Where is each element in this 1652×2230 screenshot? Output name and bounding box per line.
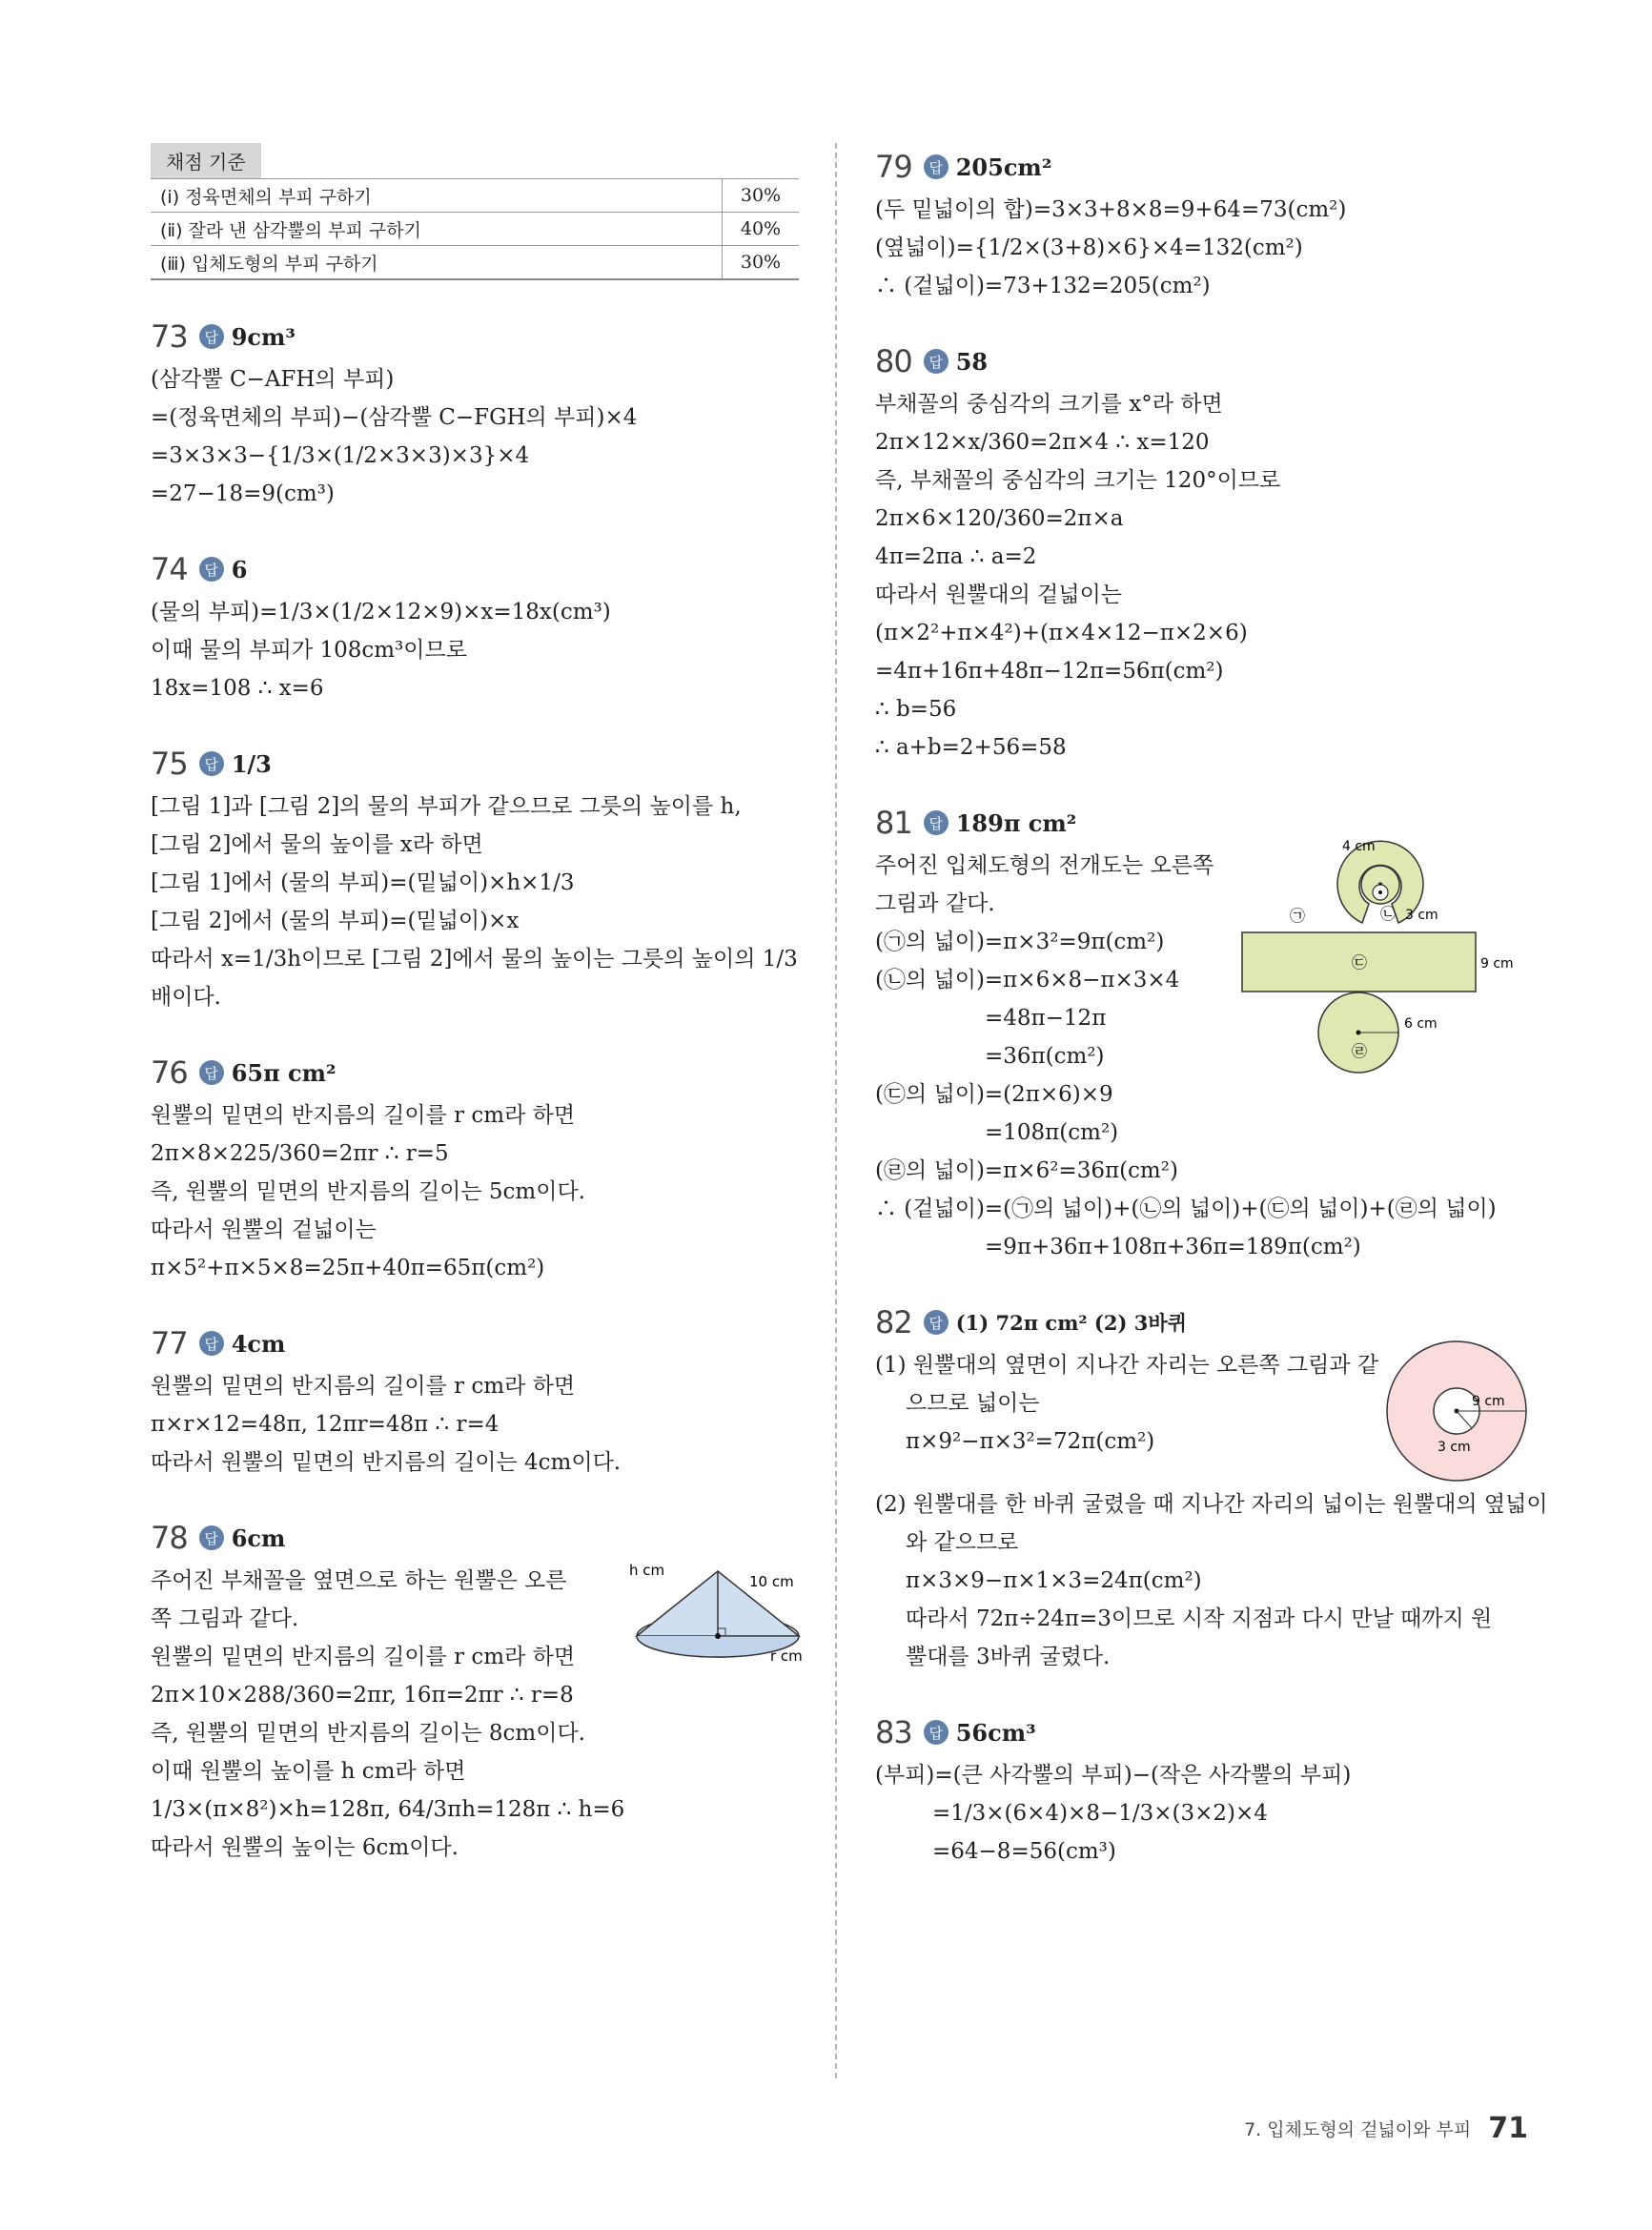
problem-79 [875,143,1533,305]
problem-number: 76 [151,1054,188,1091]
cone-figure [627,1560,808,1665]
answer: 189π cm² [955,808,1077,837]
answer-badge: 답 [924,154,948,179]
solution-line: =3×3×3−{1/3×(1/2×3×3)×3}×4 [151,443,530,468]
solution-line: =64−8=56(cm³) [932,1839,1116,1864]
problem-number: 75 [151,746,188,782]
solution-line: π×5²+π×5×8=25π+40π=65π(cm²) [151,1256,545,1280]
table-row: (ⅰ) 정육면체의 부피 구하기 30% [151,179,799,213]
answer: 6cm [231,1524,286,1552]
answer-badge: 답 [924,1720,948,1745]
solution-line: =27−18=9(cm³) [151,481,335,506]
scoring-criteria [151,143,799,280]
solution-line: 부채꼴의 중심각의 크기를 x°라 하면 [875,392,1223,417]
solution-line: (삼각뿔 C−AFH의 부피) [151,367,395,392]
solution-line: 이때 원뿔의 높이를 h cm라 하면 [151,1759,466,1784]
solution-line: 즉, 원뿔의 밑면의 반지름의 길이는 8cm이다. [151,1721,585,1746]
solution-line: 원뿔의 밑면의 반지름의 길이를 r cm라 하면 [151,1645,576,1669]
solution-line: (㉣의 넓이)=π×6²=36π(cm²) [875,1158,1178,1183]
label-9cm: 9 cm [1472,1394,1505,1409]
solution-line: 2π×12×x/360=2π×4 ∴ x=120 [875,430,1210,455]
answer-badge: 답 [199,1060,224,1085]
table-row: (ⅱ) 잘라 낸 삼각뿔의 부피 구하기 40% [151,213,799,246]
solution-line: ∴ a+b=2+56=58 [875,735,1067,760]
solution-line: =4π+16π+48π−12π=56π(cm²) [875,659,1224,684]
solution-line: 4π=2πa ∴ a=2 [875,544,1037,569]
problem-81 [875,799,1533,1266]
solution-line: 1/3×(π×8²)×h=128π, 64/3πh=128π ∴ h=6 [151,1797,625,1822]
criteria-title: 채점 기준 [151,143,261,178]
problem-number: 81 [875,805,912,841]
solution-line: (물의 부피)=1/3×(1/2×12×9)×x=18x(cm³) [151,600,611,624]
problem-75 [151,740,799,1016]
label-4cm: 4 cm [1342,839,1376,854]
solution-line: 쪽 그림과 같다. [151,1606,299,1631]
answer: 56cm³ [955,1718,1036,1747]
problem-80 [875,338,1533,767]
solution-line: (1) 원뿔대의 옆면이 지나간 자리는 오른쪽 그림과 같 [875,1353,1379,1378]
answer: 1/3 [231,749,272,778]
answer-badge: 답 [199,557,224,582]
answer-badge: 답 [199,1331,224,1356]
problem-82 [875,1299,1548,1676]
answer: 6 [231,555,248,583]
label-3cm: 3 cm [1405,908,1438,923]
problem-number: 79 [875,149,912,185]
solution-line: =48π−12π [985,1006,1107,1031]
solution-line: =1/3×(6×4)×8−1/3×(3×2)×4 [932,1801,1268,1826]
problem-number: 74 [151,551,188,587]
solution-line: =36π(cm²) [985,1044,1105,1069]
solution-line: ∴ (겉넓이)=(㉠의 넓이)+(㉡의 넓이)+(㉢의 넓이)+(㉣의 넓이) [875,1197,1497,1221]
solution-line: (π×2²+π×4²)+(π×4×12−π×2×6) [875,621,1248,645]
solution-line: [그림 1]에서 (물의 부피)=(밑넓이)×h×1/3 [151,870,575,895]
solution-line: 2π×6×120/360=2π×a [875,506,1124,531]
solution-line: (2) 원뿔대를 한 바퀴 굴렸을 때 지나간 자리의 넓이는 원뿔대의 옆넓이 [875,1492,1548,1517]
answer-badge: 답 [924,1310,948,1335]
solution-line: 원뿔의 밑면의 반지름의 길이를 r cm라 하면 [151,1103,576,1128]
solution-line: =(정육면체의 부피)−(삼각뿔 C−FGH의 부피)×4 [151,405,638,430]
label-6cm: 6 cm [1404,1016,1438,1032]
label-c: ㉢ [1352,953,1368,972]
problem-number: 78 [151,1520,188,1556]
solution-line: (부피)=(큰 사각뿔의 부피)−(작은 사각뿔의 부피) [875,1763,1352,1788]
problem-77 [151,1320,799,1482]
solution-line: 2π×8×225/360=2πr ∴ r=5 [151,1141,449,1166]
solution-line: 즉, 부채꼴의 중심각의 크기는 120°이므로 [875,468,1281,493]
answer-badge: 답 [199,751,224,776]
solution-line: [그림 2]에서 (물의 부피)=(밑넓이)×x [151,909,520,933]
solution-line: π×r×12=48π, 12πr=48π ∴ r=4 [151,1412,500,1437]
problem-number: 80 [875,343,912,379]
column-divider [835,143,837,2078]
solution-line: 18x=108 ∴ x=6 [151,676,324,701]
left-column [151,143,803,1867]
solution-line: ∴ b=56 [875,697,957,722]
solution-line: 주어진 입체도형의 전개도는 오른쪽 [875,853,1214,878]
solution-line: 원뿔의 밑면의 반지름의 길이를 r cm라 하면 [151,1374,576,1399]
solution-line: [그림 2]에서 물의 높이를 x라 하면 [151,832,483,857]
height-label: h cm [629,1562,665,1579]
solution-line: 따라서 72π÷24π=3이므로 시작 지점과 다시 만날 때까지 원 [906,1606,1493,1631]
answer: 58 [955,347,989,376]
problem-76 [151,1049,799,1287]
table-row: (ⅲ) 입체도형의 부피 구하기 30% [151,246,799,280]
problem-78 [151,1514,803,1867]
problem-73 [151,313,799,513]
solution-line: (두 밑넓이의 합)=3×3+8×8=9+64=73(cm²) [875,197,1347,222]
answer-badge: 답 [199,1525,224,1550]
solution-line: π×9²−π×3²=72π(cm²) [906,1429,1155,1454]
solution-line: 따라서 원뿔의 밑면의 반지름의 길이는 4cm이다. [151,1450,622,1475]
answer-badge: 답 [924,810,948,835]
label-d: ㉣ [1352,1042,1368,1060]
chapter-title: 7. 입체도형의 겉넓이와 부피 [1244,2119,1472,2140]
radius-label: r cm [770,1647,803,1665]
solution-line: =108π(cm²) [985,1120,1119,1145]
solution-line: (옆넓이)={1/2×(3+8)×6}×4=132(cm²) [875,235,1303,260]
slant-label: 10 cm [749,1573,794,1590]
problem-74 [151,545,799,707]
solution-line: =9π+36π+108π+36π=189π(cm²) [985,1235,1361,1259]
label-b: ㉡ [1380,905,1397,923]
problem-number: 73 [151,318,188,355]
solution-line: 배이다. [151,985,221,1010]
answer: (1) 72π cm² (2) 3바퀴 [955,1311,1187,1335]
annulus-figure [1380,1337,1533,1489]
solution-line: 따라서 x=1/3h이므로 [그림 2]에서 물의 높이는 그릇의 높이의 1/3 [151,947,798,972]
solution-line: ∴ (겉넓이)=73+132=205(cm²) [875,274,1211,298]
problem-number: 83 [875,1714,912,1750]
answer: 65π cm² [231,1058,337,1087]
answer-badge: 답 [199,324,224,349]
net-figure [1237,837,1523,1075]
right-column [875,143,1548,1871]
page-number: 71 [1488,2112,1528,2145]
answer-badge: 답 [924,349,948,374]
solution-line: 따라서 원뿔의 겉넓이는 [151,1217,377,1242]
problem-number: 77 [151,1325,188,1361]
solution-line: 따라서 원뿔대의 겉넓이는 [875,583,1123,607]
solution-line: 2π×10×288/360=2πr, 16π=2πr ∴ r=8 [151,1683,574,1708]
solution-line: (㉢의 넓이)=(2π×6)×9 [875,1082,1113,1107]
answer: 205cm² [955,153,1052,181]
page-footer [1244,2112,1528,2145]
label-a: ㉠ [1290,907,1306,925]
solution-line: 와 같으므로 [906,1530,1019,1555]
problem-83 [875,1708,1533,1871]
solution-line: (㉡의 넓이)=π×6×8−π×3×4 [875,968,1180,992]
solution-line: 이때 물의 부피가 108cm³이므로 [151,638,467,663]
criteria-table [151,178,799,280]
solution-line: 뿔대를 3바퀴 굴렸다. [906,1645,1111,1669]
solution-line: π×3×9−π×1×3=24π(cm²) [906,1568,1202,1593]
answer: 4cm [231,1329,286,1358]
answer: 9cm³ [231,322,296,351]
problem-number: 82 [875,1304,912,1340]
solution-line: [그림 1]과 [그림 2]의 물의 부피가 같으므로 그릇의 높이를 h, [151,794,742,819]
label-9cm: 9 cm [1480,956,1514,972]
solution-line: 따라서 원뿔의 높이는 6cm이다. [151,1835,459,1860]
solution-line: (㉠의 넓이)=π×3²=9π(cm²) [875,930,1165,954]
label-3cm: 3 cm [1438,1440,1471,1455]
solution-line: 그림과 같다. [875,891,995,916]
solution-line: 주어진 부채꼴을 옆면으로 하는 원뿔은 오른 [151,1568,567,1593]
solution-line: 으므로 넓이는 [906,1391,1040,1416]
solution-line: 즉, 원뿔의 밑면의 반지름의 길이는 5cm이다. [151,1179,585,1204]
